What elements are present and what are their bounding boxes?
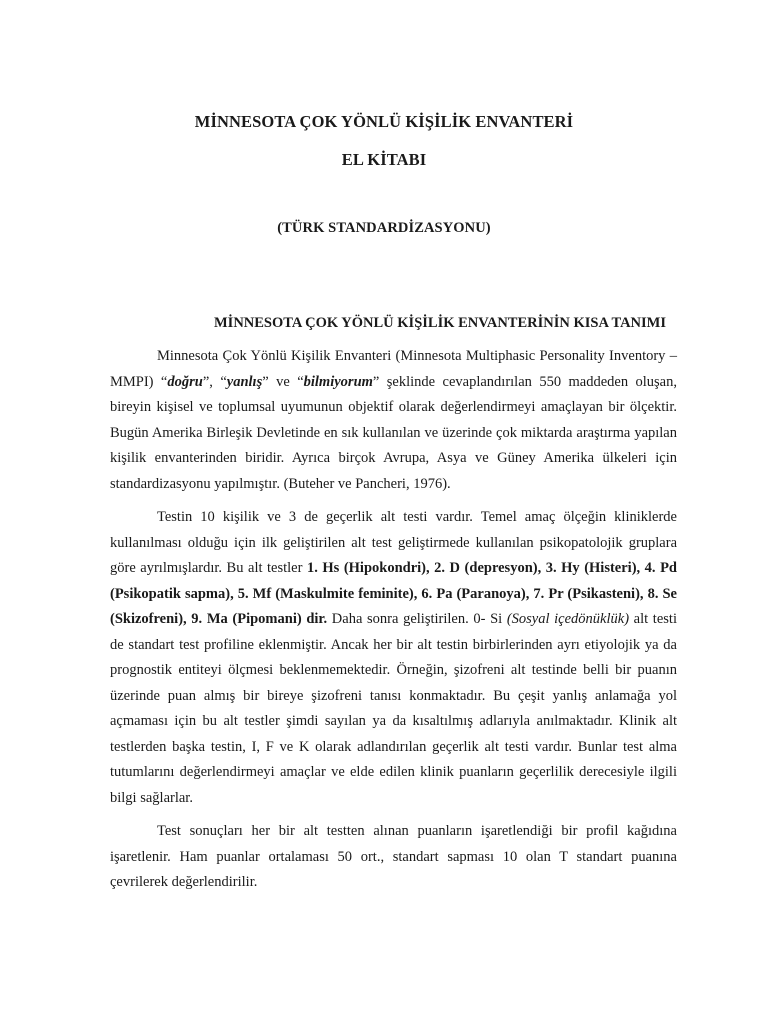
text-run: ” ve “ [262,373,304,390]
paragraph [110,344,677,497]
italic-text: (Sosyal içedönüklük) [506,611,630,627]
text-run: ” şeklinde cevaplandırılan 550 maddeden oluşan, bireyin kişisel ve toplumsal uyumunun objektif olarak değerlendirmeyi amaçlayan bir ölçektir. Bugün Amerika Birleşik Devletinde en sık kullanılan ve üzerinde çok miktarda araştırma yapılan kişilik envanterinden biridir. Ayrıca birçok Avrupa, Asya ve Güney Amerika ülkeleri için standardizasyonu yapılmıştır. (Buteher ve Pancheri, 1976). [110,373,677,492]
emphasized-term: yanlış [226,373,263,390]
text-run: ”, “ [202,373,227,390]
text-run: Daha sonra geliştirilen. 0- Si [327,611,507,627]
section-title: MİNNESOTA ÇOK YÖNLÜ KİŞİLİK ENVANTERİNİN KISA TANIMI [213,315,666,331]
emphasized-term: doğru [167,373,203,390]
document-title: MİNNESOTA ÇOK YÖNLÜ KİŞİLİK ENVANTERİ [194,112,574,131]
emphasized-term: bilmiyorum [303,373,373,390]
text-run: Test sonuçları her bir alt testten alınan puanların işaretlendiği bir profil kağıdına işaretlenir. Ham puanlar ortalaması 50 ort., standart sapması 10 olan T standart puanına çevrilerek değerlendirilir. [110,823,677,890]
text-run: alt testi de standart test profiline eklenmiştir. Ancak her bir alt testin birbirlerinden ayrı etiyolojik ya da prognostik entiteyi ölçmesi beklenmemektedir. Örneğin, şizofreni alt testinde belli bir puanın üzerinde puan almış bir bireye şizofreni tanısı konmaktadır. Bu çeşit yanlış anlamağa yol açmaması için bu alt testler şimdi sayılan ya da kısaltılmış adlarıyla anılmaktadır. Klinik alt testlerden başka testin, I, F ve K olarak adlandırılan geçerlik alt testi vardır. Bunlar test alma tutumlarını değerlendirmeyi amaçlar ve elde edilen klinik puanların geçerlilik derecesiyle ilgili bilgi sağlarlar. [110,611,677,806]
bold-text: 1. Hs (Hipokondri), 2. D (depresyon), 3. Hy (Histeri), 4. Pd (Psikopatik sapma), 5. Mf (Maskulmite feminite), 6. Pa (Paranoya), 7. Pr (Psikasteni), 8. Se (Skizofreni), 9. Ma (Pipomani) dir. [110,560,678,627]
document-body [110,344,677,896]
paragraph [110,819,677,896]
document-subtitle: (TÜRK STANDARDİZASYONU) [277,220,491,236]
paragraph [110,505,677,811]
text-run: Minnesota Çok Yönlü Kişilik Envanteri (Minnesota Multiphasic Personality Inventory – MMPI) “ [110,348,677,390]
text-run: Testin 10 kişilik ve 3 de geçerlik alt testi vardır. Temel amaç ölçeğin kliniklerde kullanılması olduğu için ilk geliştirilen alt test geliştirmede kullanılan psikopatolojik gruplara göre ayrılmışlardır. Bu alt testler [110,509,677,576]
document-title-line-2: EL KİTABI [341,150,427,169]
